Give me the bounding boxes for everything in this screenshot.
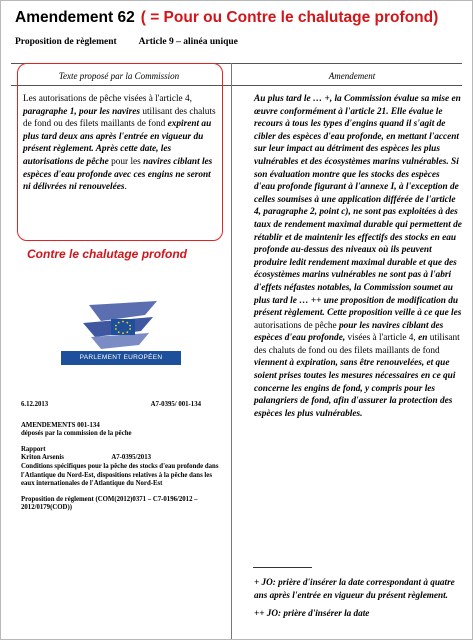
proposal-reference: Proposition de règlement (COM(2012)0371 – C7-0196/2012 – 2012/0179(COD)) — [21, 495, 198, 512]
commission-text-plain: pour les — [108, 156, 144, 167]
column-divider — [231, 63, 232, 639]
commission-text — [23, 93, 219, 194]
pour-contre-annotation: ( = Pour ou Contre le chalutage profond) — [140, 9, 439, 26]
procedure-line — [15, 37, 238, 47]
commission-text-changed: paragraphe 1, pour les navires — [23, 106, 140, 117]
commission-text-plain: Les autorisations de pêche visées à l'article 4, — [23, 94, 192, 104]
footnote-rule — [253, 567, 312, 568]
contre-annotation: Contre le chalutage profond — [27, 247, 188, 261]
commission-column-heading: Texte proposé par la Commission — [58, 71, 180, 81]
document-reference: A7-0395/ 001-134 — [150, 401, 201, 408]
amendment-text-changed: Au plus tard le … +, la Commission évalue sa mise en œuvre conformément à l'article 21. Elle évalue le recours à tous les types d'engins quand il s'agit de cibler des espèces d'eau profonde, en mettant l'accent sur leur impact au détriment des espèces les plus vulnérables et des écosystèmes marins vulnérables. Si son évaluation montre que les stocks des espèces d'eau profonde figurant à l'annexe I, à l'exception de celles soumises à une application différée de l'article 4, paragraphe 2, point c), ne sont pas exploitées à des taux de rendement maximal durable qui permettent de rétablir et de maintenir les effectifs des stocks en eau profonde au-dessus des niveaux où ils peuvent produire ledit rendement maximal durable et que des écosystèmes marins vulnérables ne sont pas à l'abri d'effets néfastes notables, la Commission soumet au plus tard le … ++ une proposition de modification du présent règlement. Cette proposition veille à ce que les — [254, 94, 462, 319]
commission-text-plain: utilisant des chaluts de fond ou des filets maillants de fond — [23, 106, 216, 130]
commission-text-changed: expirent au plus tard deux ans après l'entrée en vigueur du présent règlement. Après cette date, les autorisations de pêche — [23, 119, 212, 167]
report-label: Rapport — [21, 445, 46, 453]
deposited-by: déposés par la commission de la pêche — [21, 430, 132, 438]
amendment-title — [15, 9, 438, 27]
footnotes — [254, 576, 464, 620]
amendment-text-plain: utilisant des chaluts de fond ou des filets maillants de fond — [254, 333, 460, 356]
amendment-number: Amendement 62 — [15, 9, 135, 26]
amendment-text-changed: en — [418, 333, 428, 344]
amendment-text-changed: viennent à expiration, sans être renouvelées, et que soient prises toutes les mesures nécessaires en ce qui concerne les engins de fond, y compris pour les palangriers de fond, afin d'assurer la protection des espèces les plus vulnérables. — [254, 358, 456, 419]
parliament-logo-label: PARLEMENT EUROPÉEN — [61, 351, 181, 365]
amendment-text-plain: autorisations de pêche — [254, 320, 339, 331]
amendment-text-plain: visées à l'article 4, — [345, 333, 419, 344]
commission-text-changed: navires ciblant les espèces d'eau profonde avec ces engins ne seront ni délivrées ni renouvelées — [23, 156, 213, 193]
amendment-text — [254, 93, 462, 420]
document-date: 6.12.2013 — [21, 401, 49, 408]
report-reference: A7-0395/2013 — [111, 454, 151, 462]
amendments-range: AMENDEMENTS 001-134 — [21, 421, 100, 429]
amendment-column-heading: Amendement — [328, 71, 376, 81]
procedure-label: Proposition de règlement — [15, 37, 117, 47]
footnote-2: ++ JO: prière d'insérer la date — [254, 608, 370, 618]
document-info — [21, 401, 221, 513]
commission-text-plain: . — [124, 182, 127, 193]
amendment-text-changed: pour les navires ciblant des espèces d'eau profonde, — [254, 320, 444, 344]
report-subject: Conditions spécifiques pour la pêche des stocks d'eau profonde dans l'Atlantique du Nord-Est, dispositions relatives à la pêche dans les eaux internationales de l'Atlantique du Nord-Est — [21, 462, 219, 488]
footnote-1: + JO: prière d'insérer la date correspondant à quatre ans après l'entrée en vigueur du présent règlement. — [254, 577, 455, 600]
article-label: Article 9 – alinéa unique — [138, 37, 238, 47]
rapporteur-name: Kriton Arsenis — [21, 454, 64, 462]
